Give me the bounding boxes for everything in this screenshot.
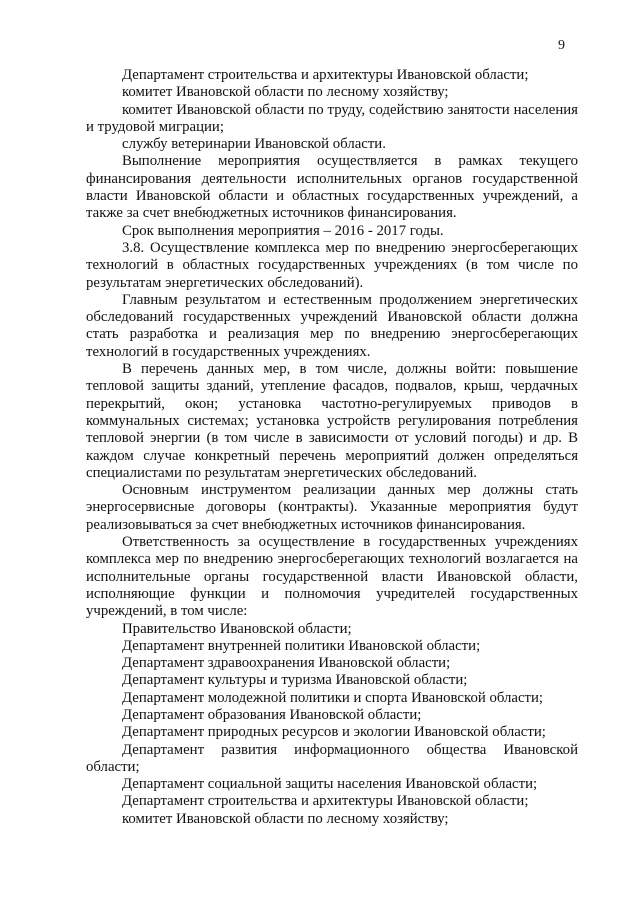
list-item: Департамент культуры и туризма Ивановской области;: [122, 672, 468, 689]
list-item: Департамент внутренней политики Ивановской области;: [122, 637, 481, 654]
list-item: Департамент здравоохранения Ивановской области;: [122, 655, 451, 672]
paragraph: службу ветеринарии Ивановской области.: [122, 136, 386, 153]
paragraph: Выполнение мероприятия осуществляется в рамках текущего финансирования деятельности исполнительных органов государственной власти Ивановской области и областных государственных учреждений, а также за счет внебюджетных источников финансирования.: [86, 153, 578, 222]
paragraph: Срок выполнения мероприятия – 2016 - 2017 годы.: [122, 222, 444, 239]
document-body: [86, 67, 578, 828]
list-item: Правительство Ивановской области;: [122, 620, 352, 637]
list-item: Департамент развития информационного общества Ивановской области;: [86, 741, 578, 775]
paragraph: Ответственность за осуществление в государственных учреждениях комплекса мер по внедрению энергосберегающих технологий возлагается на исполнительные органы государственной власти Ивановской области, исполняющие функции и полномочия учредителей государственных учреждений, в том числе:: [86, 534, 578, 620]
page-number: 9: [558, 38, 565, 53]
list-item: Департамент молодежной политики и спорта Ивановской области;: [122, 689, 544, 706]
list-item: Департамент природных ресурсов и экологии Ивановской области;: [122, 724, 546, 741]
list-item: Департамент строительства и архитектуры Ивановской области;: [122, 793, 529, 810]
paragraph: В перечень данных мер, в том числе, должны войти: повышение тепловой защиты зданий, утепление фасадов, подвалов, крыш, чердачных перекрытий, окон; установка частотно-регулируемых приводов в коммунальных системах; установка устройств регулирования потребления тепловой энергии (в том числе в зависимости от условий погоды) и др. В каждом случае конкретный перечень мероприятий должен определяться специалистами по результатам энергетических обследований.: [86, 361, 578, 481]
paragraph: Основным инструментом реализации данных мер должны стать энергосервисные договоры (контракты). Указанные мероприятия будут реализовываться за счет внебюджетных источников финансирования.: [86, 482, 578, 533]
paragraph: Департамент строительства и архитектуры Ивановской области;: [122, 67, 529, 83]
paragraph: Главным результатом и естественным продолжением энергетических обследований государственных учреждений Ивановской области должна стать разработка и реализация мер по внедрению энергосберегающих технологий в государственных учреждениях.: [86, 291, 578, 360]
paragraph: 3.8. Осуществление комплекса мер по внедрению энергосберегающих технологий в областных государственных учреждениях (в том числе по результатам энергетических обследований).: [86, 239, 578, 291]
list-item: комитет Ивановской области по лесному хозяйству;: [122, 810, 449, 827]
paragraph: комитет Ивановской области по лесному хозяйству;: [122, 84, 449, 101]
list-item: Департамент образования Ивановской области;: [122, 706, 422, 723]
list-item: Департамент социальной защиты населения Ивановской области;: [122, 776, 538, 793]
paragraph: комитет Ивановской области по труду, содействию занятости населения и трудовой миграции;: [86, 101, 578, 135]
